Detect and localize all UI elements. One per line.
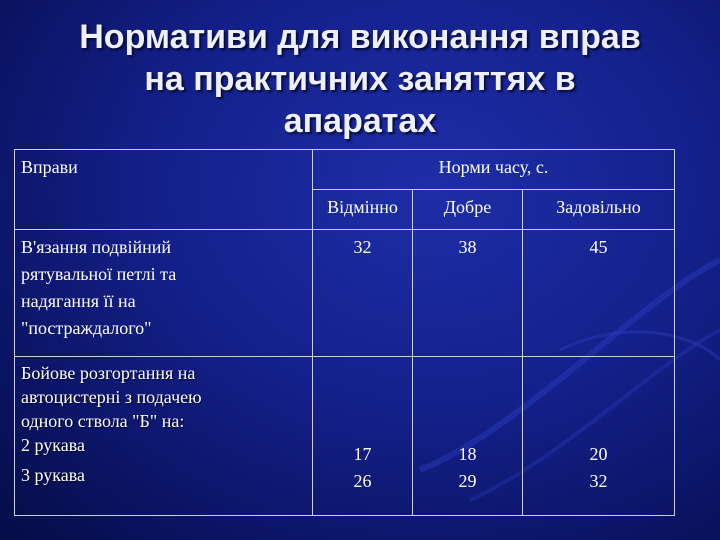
- table-row: [15, 357, 675, 516]
- value-3-hoses: 29: [458, 471, 477, 491]
- value-3-hoses: 26: [353, 471, 372, 491]
- table-row: [15, 230, 675, 357]
- value-2-hoses: 20: [589, 444, 608, 464]
- slide-title: [30, 16, 690, 142]
- value-3-hoses: 32: [589, 471, 608, 491]
- row-label-line: надягання її на: [21, 291, 136, 311]
- value-satisfactory: [523, 357, 675, 516]
- table-header-row: [15, 150, 675, 190]
- title-line-1: Нормативи для виконання вправ: [79, 18, 641, 56]
- row-label-line: 3 рукава: [21, 465, 85, 485]
- value-2-hoses: 18: [458, 444, 477, 464]
- row-label: [15, 357, 313, 516]
- row-label-line: 2 рукава: [21, 435, 85, 455]
- header-grade-satisfactory: Задовільно: [523, 190, 675, 230]
- value-good: 38: [413, 230, 523, 357]
- row-label-line: автоцистерні з подачею: [21, 387, 202, 407]
- value-2-hoses: 17: [353, 444, 372, 464]
- header-time-norms: Норми часу, с.: [313, 150, 675, 190]
- row-label-line: В'язання подвійний: [21, 237, 171, 257]
- row-label-line: одного ствола "Б" на:: [21, 411, 185, 431]
- title-line-2: на практичних заняттях в: [144, 60, 576, 98]
- value-excellent: 32: [313, 230, 413, 357]
- row-label-line: Бойове розгортання на: [21, 363, 196, 383]
- title-line-3: апаратах: [283, 102, 437, 140]
- row-label: [15, 230, 313, 357]
- value-excellent: [313, 357, 413, 516]
- value-good: [413, 357, 523, 516]
- norms-table: [14, 149, 675, 516]
- value-satisfactory: 45: [523, 230, 675, 357]
- header-exercises: Вправи: [15, 150, 313, 230]
- row-label-line: рятувальної петлі та: [21, 264, 177, 284]
- header-grade-excellent: Відмінно: [313, 190, 413, 230]
- header-grade-good: Добре: [413, 190, 523, 230]
- row-label-line: "постраждалого": [21, 318, 152, 338]
